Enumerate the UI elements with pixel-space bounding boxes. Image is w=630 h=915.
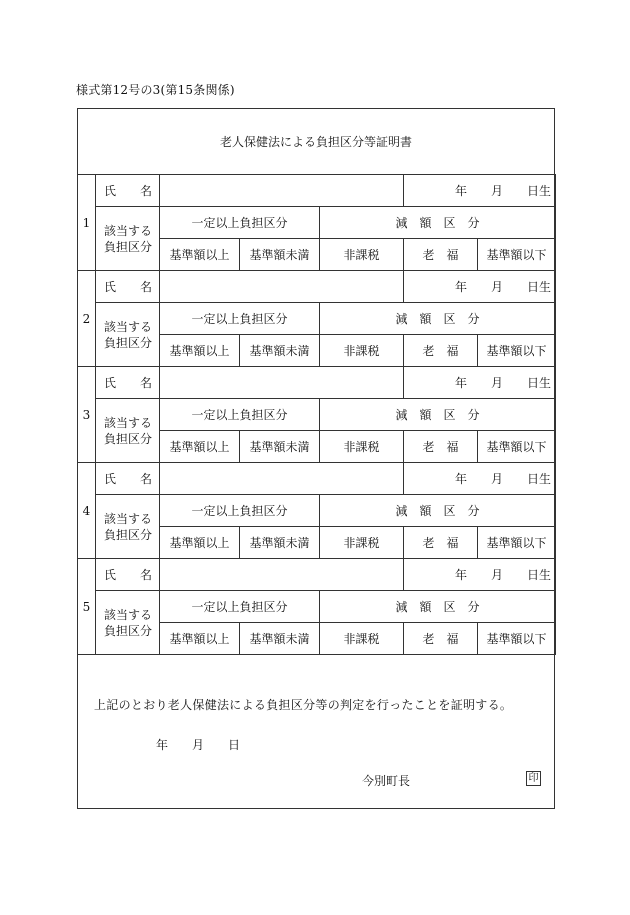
- category-header-row: [78, 303, 556, 335]
- name-field[interactable]: [160, 175, 404, 207]
- option-above-standard[interactable]: 基準額以上: [160, 239, 240, 271]
- option-non-taxable[interactable]: 非課税: [320, 623, 404, 655]
- fixed-burden-heading: 一定以上負担区分: [160, 591, 320, 623]
- name-label: 氏 名: [96, 271, 160, 303]
- birth-date-field: 年 月 日生: [404, 367, 556, 399]
- option-at-or-under-standard[interactable]: 基準額以下: [478, 335, 556, 367]
- option-above-standard[interactable]: 基準額以上: [160, 527, 240, 559]
- name-label: 氏 名: [96, 367, 160, 399]
- fixed-burden-heading: 一定以上負担区分: [160, 207, 320, 239]
- option-non-taxable[interactable]: 非課税: [320, 335, 404, 367]
- birth-date-field: 年 月 日生: [404, 175, 556, 207]
- name-label: 氏 名: [96, 175, 160, 207]
- option-above-standard[interactable]: 基準額以上: [160, 431, 240, 463]
- birth-date-field: 年 月 日生: [404, 463, 556, 495]
- category-header-row: [78, 591, 556, 623]
- fixed-burden-heading: 一定以上負担区分: [160, 495, 320, 527]
- option-below-standard[interactable]: 基準額未満: [240, 623, 320, 655]
- category-header-row: [78, 495, 556, 527]
- category-label: 該当する 負担区分: [96, 591, 160, 655]
- fixed-burden-heading: 一定以上負担区分: [160, 303, 320, 335]
- option-elderly-welfare[interactable]: 老 福: [404, 239, 478, 271]
- option-elderly-welfare[interactable]: 老 福: [404, 335, 478, 367]
- person-number: 2: [78, 271, 96, 367]
- certificate-frame: [77, 108, 555, 809]
- option-below-standard[interactable]: 基準額未満: [240, 527, 320, 559]
- reduced-burden-heading: 減 額 区 分: [320, 303, 556, 335]
- person-name-row: [78, 271, 556, 303]
- option-non-taxable[interactable]: 非課税: [320, 431, 404, 463]
- option-elderly-welfare[interactable]: 老 福: [404, 527, 478, 559]
- document-title: 老人保健法による負担区分等証明書: [219, 135, 412, 149]
- name-field[interactable]: [160, 559, 404, 591]
- reduced-burden-heading: 減 額 区 分: [320, 591, 556, 623]
- seal-mark: 印: [526, 771, 541, 786]
- category-label: 該当する 負担区分: [96, 207, 160, 271]
- category-label: 該当する 負担区分: [96, 399, 160, 463]
- option-above-standard[interactable]: 基準額以上: [160, 335, 240, 367]
- birth-date-field: 年 月 日生: [404, 559, 556, 591]
- category-label: 該当する 負担区分: [96, 303, 160, 367]
- person-number: 3: [78, 367, 96, 463]
- category-header-row: [78, 399, 556, 431]
- option-elderly-welfare[interactable]: 老 福: [404, 431, 478, 463]
- person-number: 5: [78, 559, 96, 655]
- name-field[interactable]: [160, 271, 404, 303]
- reduced-burden-heading: 減 額 区 分: [320, 207, 556, 239]
- person-name-row: [78, 175, 556, 207]
- person-table: [77, 174, 556, 655]
- option-below-standard[interactable]: 基準額未満: [240, 335, 320, 367]
- reduced-burden-heading: 減 額 区 分: [320, 399, 556, 431]
- name-label: 氏 名: [96, 463, 160, 495]
- option-non-taxable[interactable]: 非課税: [320, 527, 404, 559]
- option-non-taxable[interactable]: 非課税: [320, 239, 404, 271]
- option-at-or-under-standard[interactable]: 基準額以下: [478, 623, 556, 655]
- category-label: 該当する 負担区分: [96, 495, 160, 559]
- person-name-row: [78, 559, 556, 591]
- option-at-or-under-standard[interactable]: 基準額以下: [478, 239, 556, 271]
- category-header-row: [78, 207, 556, 239]
- option-below-standard[interactable]: 基準額未満: [240, 431, 320, 463]
- option-at-or-under-standard[interactable]: 基準額以下: [478, 527, 556, 559]
- person-name-row: [78, 367, 556, 399]
- fixed-burden-heading: 一定以上負担区分: [160, 399, 320, 431]
- name-field[interactable]: [160, 367, 404, 399]
- issuer-title: 今別町長: [362, 774, 411, 788]
- name-label: 氏 名: [96, 559, 160, 591]
- option-at-or-under-standard[interactable]: 基準額以下: [478, 431, 556, 463]
- certification-date: 年 月 日: [156, 738, 241, 752]
- name-field[interactable]: [160, 463, 404, 495]
- form-number-label: 様式第12号の3(第15条関係): [76, 83, 235, 97]
- person-number: 1: [78, 175, 96, 271]
- birth-date-field: 年 月 日生: [404, 271, 556, 303]
- person-name-row: [78, 463, 556, 495]
- person-number: 4: [78, 463, 96, 559]
- reduced-burden-heading: 減 額 区 分: [320, 495, 556, 527]
- certification-statement: 上記のとおり老人保健法による負担区分等の判定を行ったことを証明する。: [94, 698, 513, 712]
- option-elderly-welfare[interactable]: 老 福: [404, 623, 478, 655]
- option-above-standard[interactable]: 基準額以上: [160, 623, 240, 655]
- option-below-standard[interactable]: 基準額未満: [240, 239, 320, 271]
